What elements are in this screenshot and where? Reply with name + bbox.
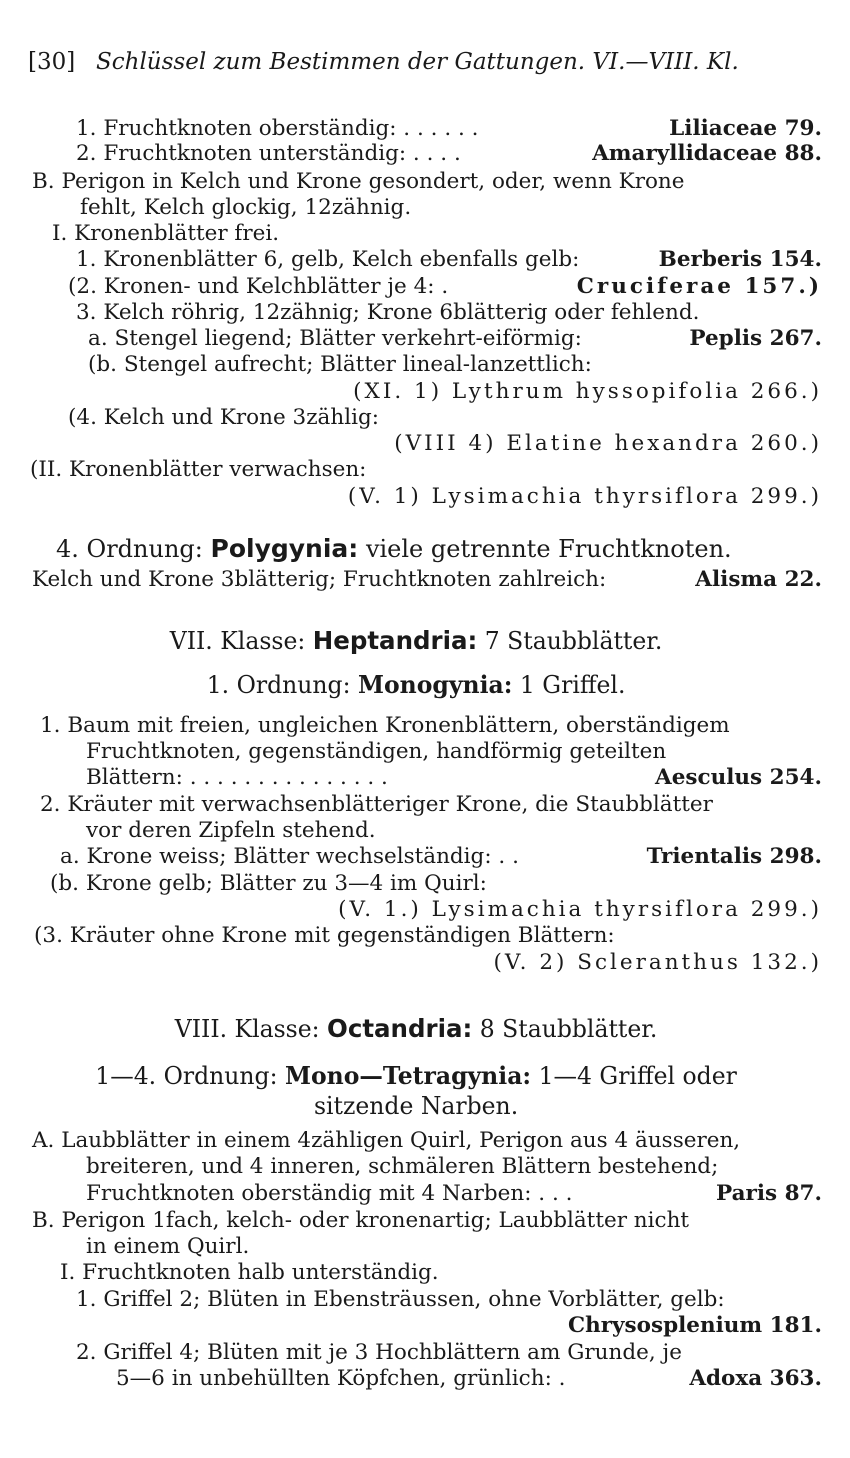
key-line-text: I. Fruchtknoten halb unterständig.	[60, 1260, 439, 1285]
key-line	[0, 1179, 850, 1209]
klasse-8-ordnung-cont	[0, 1090, 850, 1122]
key-line-text: B. Perigon in Kelch und Krone gesondert, oder, wenn Krone	[32, 169, 685, 194]
key-line-text: 3. Kelch röhrig, 12zähnig; Krone 6blätterig oder fehlend.	[76, 300, 700, 325]
key-line-text: 2. Kräuter mit verwachsenblätteriger Krone, die Staubblätter	[40, 792, 713, 817]
key-line-text: A. Laubblätter in einem 4zähligen Quirl, Perigon aus 4 äusseren,	[32, 1128, 741, 1153]
key-line-text: 5—6 in unbehüllten Köpfchen, grünlich: .	[116, 1366, 566, 1391]
ordnung-4-name: Polygynia:	[210, 534, 359, 563]
key-line-result: Paris 87.	[715, 1181, 822, 1206]
key-line-text: Fruchtknoten oberständig mit 4 Narben: . . .	[86, 1181, 573, 1206]
key-line-text: (2. Kronen- und Kelchblätter je 4: .	[68, 274, 449, 299]
key-line-result: (V. 1) Lysimachia thyrsiflora 299.)	[347, 484, 822, 509]
ordnung-4-line	[0, 565, 850, 595]
klasse-8-heading	[0, 1011, 850, 1047]
key-line-result: (XI. 1) Lythrum hyssopifolia 266.)	[353, 379, 822, 404]
key-line	[0, 350, 850, 380]
key-line-text: (b. Stengel aufrecht; Blätter lineal-lanzettlich:	[88, 352, 592, 377]
klasse-8-ord-rest2: sitzende Narben.	[313, 1092, 519, 1120]
key-line	[0, 842, 850, 872]
klasse-8-ord-lead: 1—4. Ordnung:	[95, 1062, 278, 1090]
key-line-text: a. Krone weiss; Blätter wechselständig: . .	[60, 844, 519, 869]
key-line-text: (b. Krone gelb; Blätter zu 3—4 im Quirl:	[50, 871, 487, 896]
klasse-8-lead: VIII. Klasse:	[174, 1015, 320, 1043]
key-line-result: Cruciferae 157.)	[576, 274, 822, 299]
klasse-7-ord-lead: 1. Ordnung:	[206, 671, 351, 699]
key-line-text: a. Stengel liegend; Blätter verkehrt-eiförmig:	[88, 326, 582, 351]
key-line-text: 2. Griffel 4; Blüten mit je 3 Hochblättern am Grunde, je	[76, 1340, 682, 1365]
key-line-text: vor deren Zipfeln stehend.	[86, 818, 376, 843]
key-line-result: Aesculus 254.	[655, 765, 822, 790]
key-line	[0, 1311, 850, 1341]
key-line-text: in einem Quirl.	[86, 1234, 250, 1259]
key-line-text: Blättern: . . . . . . . . . . . . . . .	[86, 765, 388, 790]
key-line-text: 1. Baum mit freien, ungleichen Kronenblättern, oberständigem	[40, 713, 730, 738]
key-line	[0, 455, 850, 485]
key-line-text: 1. Griffel 2; Blüten in Ebensträussen, ohne Vorblätter, gelb:	[76, 1287, 725, 1312]
page-header	[0, 44, 850, 80]
klasse-7-lead: VII. Klasse:	[169, 627, 306, 655]
key-line-text: fehlt, Kelch glockig, 12zähnig.	[80, 195, 412, 220]
key-line	[0, 482, 850, 512]
key-line-text: I. Kronenblätter frei.	[52, 221, 280, 246]
key-line-result: Berberis 154.	[658, 247, 822, 272]
key-line-text: (II. Kronenblätter verwachsen:	[30, 457, 367, 482]
key-line	[0, 245, 850, 275]
key-line	[0, 948, 850, 978]
running-title: Schlüssel zum Bestimmen der Gattungen. VI.—VIII. Kl.	[96, 49, 739, 75]
key-line-text: (3. Kräuter ohne Krone mit gegenständigen Blättern:	[34, 923, 615, 948]
klasse-7-ord-name: Monogynia:	[357, 670, 513, 699]
key-line	[0, 1258, 850, 1288]
klasse-7-name: Heptandria:	[312, 626, 478, 655]
key-line-result: Adoxa 363.	[689, 1366, 822, 1391]
key-line-text: B. Perigon 1fach, kelch- oder kronenartig; Laubblätter nicht	[32, 1208, 690, 1233]
key-line	[0, 1152, 850, 1182]
key-line-result: (VIII 4) Elatine hexandra 260.)	[394, 431, 822, 456]
klasse-8-name: Octandria:	[327, 1014, 473, 1043]
klasse-7-ord-rest: 1 Griffel.	[519, 671, 626, 699]
page-number: [30]	[28, 49, 76, 75]
key-line-text: 1. Kronenblätter 6, gelb, Kelch ebenfalls gelb:	[76, 247, 580, 272]
key-line-result: Chrysosplenium 181.	[567, 1313, 822, 1338]
key-line	[0, 1364, 850, 1394]
klasse-8-ordnung	[0, 1060, 850, 1092]
key-line-result: (V. 2) Scleranthus 132.)	[493, 950, 822, 975]
klasse-7-ordnung	[0, 669, 850, 701]
key-line	[0, 921, 850, 951]
key-line	[0, 139, 850, 169]
key-line-result: Liliaceae 79.	[669, 116, 822, 141]
key-line-text: (4. Kelch und Krone 3zählig:	[68, 405, 379, 430]
key-line-text: Fruchtknoten, gegenständigen, handförmig geteilten	[86, 739, 667, 764]
klasse-7-rest: 7 Staubblätter.	[484, 627, 663, 655]
klasse-7-heading	[0, 623, 850, 659]
klasse-8-ord-name: Mono—Tetragynia:	[284, 1061, 532, 1090]
key-line-text: 1. Fruchtknoten oberständig: . . . . . .	[76, 116, 479, 141]
key-line-result: (V. 1.) Lysimachia thyrsiflora 299.)	[338, 897, 822, 922]
key-line-text: breiteren, und 4 inneren, schmäleren Blättern bestehend;	[86, 1154, 719, 1179]
key-line-result: Peplis 267.	[689, 326, 822, 351]
ordnung-4-text: Kelch und Krone 3blätterig; Fruchtknoten zahlreich:	[32, 567, 607, 592]
ordnung-4-rest: viele getrennte Fruchtknoten.	[365, 535, 732, 563]
key-line-text: 2. Fruchtknoten unterständig: . . . .	[76, 141, 461, 166]
klasse-8-rest: 8 Staubblätter.	[479, 1015, 658, 1043]
ordnung-4-lead: 4. Ordnung:	[56, 535, 203, 563]
ordnung-4-result: Alisma 22.	[695, 567, 822, 592]
ordnung-4-heading	[0, 532, 850, 566]
key-line-result: Amaryllidaceae 88.	[592, 141, 822, 166]
key-line	[0, 763, 850, 793]
key-line-result: Trientalis 298.	[646, 844, 822, 869]
klasse-8-ord-rest: 1—4 Griffel oder	[538, 1062, 737, 1090]
